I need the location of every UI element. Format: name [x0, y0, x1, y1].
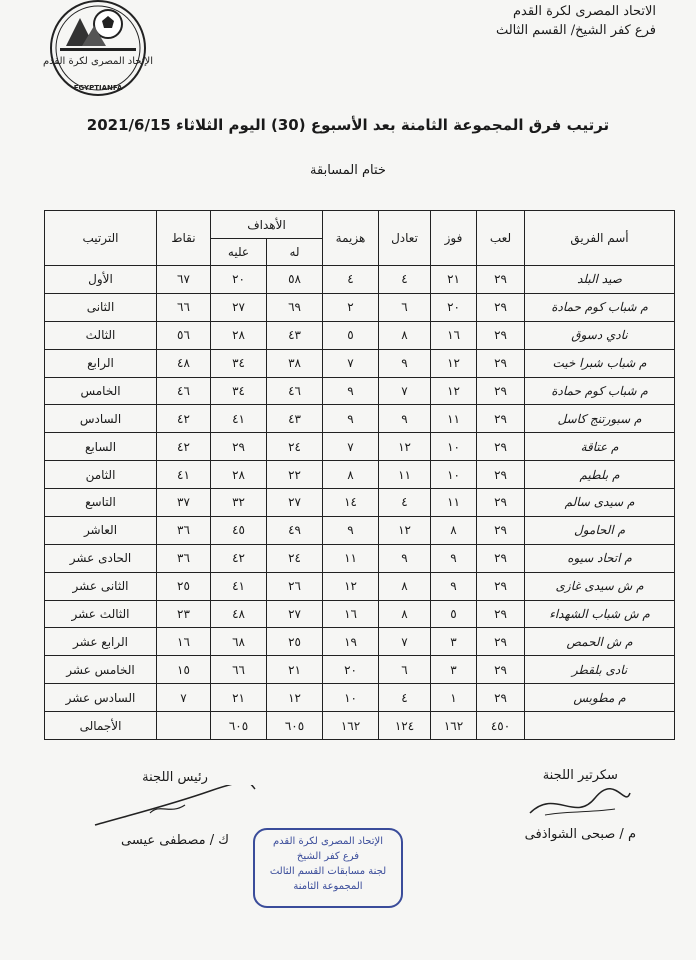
goals-against: ٢٨ [211, 461, 267, 489]
points: ٣٧ [157, 489, 211, 517]
rank: الثانى عشر [45, 572, 157, 600]
lost: ٤ [323, 266, 379, 294]
points: ٤٦ [157, 377, 211, 405]
lost: ١٠ [323, 684, 379, 712]
goals-for: ٢٦ [267, 572, 323, 600]
table-row [45, 349, 675, 377]
drawn: ١٢ [379, 516, 431, 544]
table-row [45, 377, 675, 405]
rank: الأول [45, 266, 157, 294]
goals-against: ٤٢ [211, 544, 267, 572]
col-drawn: تعادل [379, 211, 431, 266]
team-name: م الحامول [525, 516, 675, 544]
won: ٢١ [431, 266, 477, 294]
col-goals-for: له [267, 239, 323, 266]
total-lost: ١٦٢ [323, 712, 379, 740]
goals-against: ٢٨ [211, 321, 267, 349]
rank: العاشر [45, 516, 157, 544]
rank: الثامن [45, 461, 157, 489]
points: ٣٦ [157, 544, 211, 572]
secretary-title: سكرتير اللجنة [542, 768, 618, 783]
points: ٦٧ [157, 266, 211, 294]
table-row [45, 572, 675, 600]
team-name: م شباب شبرا خيت [525, 349, 675, 377]
goals-against: ٤١ [211, 405, 267, 433]
drawn: ١٢ [379, 433, 431, 461]
total-goals-against: ٦٠٥ [211, 712, 267, 740]
goals-against: ٢٩ [211, 433, 267, 461]
total-won: ١٦٢ [431, 712, 477, 740]
points: ٤٢ [157, 405, 211, 433]
lost: ٧ [323, 433, 379, 461]
goals-against: ٣٤ [211, 377, 267, 405]
team-name: م شباب كوم حمادة [525, 377, 675, 405]
logo-caption: EGYPTIANFA [73, 84, 123, 92]
drawn: ١١ [379, 461, 431, 489]
goals-against: ٤٨ [211, 600, 267, 628]
table-row [45, 656, 675, 684]
team-name: م بلطيم [525, 461, 675, 489]
lost: ١٦ [323, 600, 379, 628]
points: ٦٦ [157, 293, 211, 321]
lost: ١١ [323, 544, 379, 572]
won: ١٠ [431, 461, 477, 489]
secretary-name: م / صبحى الشواذفى [524, 827, 636, 842]
goals-for: ٢٤ [267, 544, 323, 572]
col-lost: هزيمة [323, 211, 379, 266]
table-row [45, 266, 675, 294]
official-stamp [253, 828, 403, 908]
team-name: م شباب كوم حمادة [525, 293, 675, 321]
table-row [45, 516, 675, 544]
drawn: ٦ [379, 656, 431, 684]
total-played: ٤٥٠ [477, 712, 525, 740]
chair-name: ك / مصطفى عيسى [121, 833, 229, 848]
secretary-signature-block [525, 768, 636, 842]
team-name: صيد البلد [525, 266, 675, 294]
rank: الخامس [45, 377, 157, 405]
played: ٢٩ [477, 405, 525, 433]
goals-for: ٢٤ [267, 433, 323, 461]
col-goals: الأهداف [211, 211, 323, 239]
goals-against: ٢١ [211, 684, 267, 712]
team-name: م مطوبس [525, 684, 675, 712]
table-row [45, 544, 675, 572]
rank: الثالث عشر [45, 600, 157, 628]
points: ٧ [157, 684, 211, 712]
played: ٢٩ [477, 516, 525, 544]
drawn: ٤ [379, 266, 431, 294]
table-row [45, 489, 675, 517]
table-row [45, 461, 675, 489]
goals-for: ٢٢ [267, 461, 323, 489]
table-row [45, 600, 675, 628]
page-subtitle: ختام المسابقة [310, 163, 386, 178]
lost: ٩ [323, 405, 379, 433]
col-goals-against: عليه [211, 239, 267, 266]
won: ٥ [431, 600, 477, 628]
won: ٢٠ [431, 293, 477, 321]
won: ١ [431, 684, 477, 712]
won: ١٢ [431, 349, 477, 377]
totals-row [45, 712, 675, 740]
letterhead [496, 2, 656, 40]
team-name: م سبورتنج كاسل [525, 405, 675, 433]
played: ٢٩ [477, 461, 525, 489]
table-row [45, 433, 675, 461]
goals-against: ٢٠ [211, 266, 267, 294]
col-rank: الترتيب [45, 211, 157, 266]
branch-name: فرع كفر الشيخ/ القسم الثالث [495, 23, 656, 38]
goals-for: ٤٣ [267, 405, 323, 433]
table-row [45, 628, 675, 656]
col-team: أسم الفريق [525, 211, 675, 266]
goals-against: ٣٤ [211, 349, 267, 377]
table-row [45, 293, 675, 321]
drawn: ٧ [379, 628, 431, 656]
points: ١٦ [157, 628, 211, 656]
lost: ١٩ [323, 628, 379, 656]
total-points-blank [157, 712, 211, 740]
rank: السابع [45, 433, 157, 461]
played: ٢٩ [477, 600, 525, 628]
goals-for: ١٢ [267, 684, 323, 712]
goals-against: ٦٨ [211, 628, 267, 656]
standings-table [44, 210, 675, 740]
chair-signature-block [90, 770, 260, 848]
federation-name: الاتحاد المصرى لكرة القدم [512, 4, 656, 19]
table-row [45, 405, 675, 433]
chair-signature [90, 785, 260, 829]
goals-against: ٤١ [211, 572, 267, 600]
played: ٢٩ [477, 433, 525, 461]
drawn: ٨ [379, 321, 431, 349]
drawn: ٤ [379, 684, 431, 712]
totals-label: الأجمالى [45, 712, 157, 740]
col-points: نقاط [157, 211, 211, 266]
drawn: ٨ [379, 572, 431, 600]
stamp-line-1: الإتحاد المصرى لكرة القدم [272, 836, 384, 847]
secretary-signature [525, 783, 635, 823]
lost: ٢ [323, 293, 379, 321]
rank: الثانى [45, 293, 157, 321]
logo-text: الإتحاد المصرى لكرة القدم [42, 56, 154, 67]
rank: السادس عشر [45, 684, 157, 712]
goals-for: ٥٨ [267, 266, 323, 294]
rank: الرابع عشر [45, 628, 157, 656]
rank: السادس [45, 405, 157, 433]
rank: الخامس عشر [45, 656, 157, 684]
points: ٣٦ [157, 516, 211, 544]
page-title: ترتيب فرق المجموعة الثامنة بعد الأسبوع (30) اليوم الثلاثاء 2021/6/15 [86, 116, 610, 134]
goals-for: ٢٥ [267, 628, 323, 656]
drawn: ٩ [379, 405, 431, 433]
drawn: ٦ [379, 293, 431, 321]
lost: ٨ [323, 461, 379, 489]
played: ٢٩ [477, 544, 525, 572]
won: ٩ [431, 544, 477, 572]
goals-against: ٦٦ [211, 656, 267, 684]
lost: ٢٠ [323, 656, 379, 684]
col-won: فوز [431, 211, 477, 266]
won: ١١ [431, 489, 477, 517]
egyptian-fa-logo [42, 0, 154, 100]
rank: الثالث [45, 321, 157, 349]
played: ٢٩ [477, 656, 525, 684]
drawn: ٩ [379, 544, 431, 572]
stamp-line-3: لجنة مسابقات القسم الثالث [269, 866, 387, 877]
team-name: م ش الحمص [525, 628, 675, 656]
points: ٢٣ [157, 600, 211, 628]
points: ٤٨ [157, 349, 211, 377]
won: ٩ [431, 572, 477, 600]
team-name: نادي دسوق [525, 321, 675, 349]
played: ٢٩ [477, 572, 525, 600]
goals-for: ٤٣ [267, 321, 323, 349]
standings-body [45, 266, 675, 740]
lost: ٩ [323, 377, 379, 405]
played: ٢٩ [477, 321, 525, 349]
team-name: م اتحاد سيوه [525, 544, 675, 572]
team-name: م ش سيدى غازى [525, 572, 675, 600]
team-name: م سيدى سالم [525, 489, 675, 517]
played: ٢٩ [477, 684, 525, 712]
goals-for: ٢١ [267, 656, 323, 684]
points: ٥٦ [157, 321, 211, 349]
points: ٤١ [157, 461, 211, 489]
won: ١٢ [431, 377, 477, 405]
goals-for: ٢٧ [267, 600, 323, 628]
chair-title: رئيس اللجنة [142, 770, 208, 785]
goals-for: ٤٦ [267, 377, 323, 405]
rank: الرابع [45, 349, 157, 377]
won: ١٠ [431, 433, 477, 461]
goals-against: ٤٥ [211, 516, 267, 544]
table-row [45, 321, 675, 349]
points: ٢٥ [157, 572, 211, 600]
played: ٢٩ [477, 293, 525, 321]
drawn: ٩ [379, 349, 431, 377]
drawn: ٧ [379, 377, 431, 405]
team-name: م ش شباب الشهداء [525, 600, 675, 628]
goals-against: ٣٢ [211, 489, 267, 517]
lost: ٥ [323, 321, 379, 349]
won: ٨ [431, 516, 477, 544]
won: ٣ [431, 656, 477, 684]
drawn: ٨ [379, 600, 431, 628]
drawn: ٤ [379, 489, 431, 517]
won: ١٦ [431, 321, 477, 349]
points: ١٥ [157, 656, 211, 684]
played: ٢٩ [477, 349, 525, 377]
goals-for: ٢٧ [267, 489, 323, 517]
stamp-line-2: فرع كفر الشيخ [296, 851, 360, 862]
table-row [45, 684, 675, 712]
goals-against: ٢٧ [211, 293, 267, 321]
played: ٢٩ [477, 628, 525, 656]
stamp-line-4: المجموعة الثامنة [293, 881, 363, 892]
played: ٢٩ [477, 489, 525, 517]
rank: التاسع [45, 489, 157, 517]
totals-team-blank [525, 712, 675, 740]
goals-for: ٦٩ [267, 293, 323, 321]
lost: ١٤ [323, 489, 379, 517]
played: ٢٩ [477, 266, 525, 294]
col-played: لعب [477, 211, 525, 266]
total-goals-for: ٦٠٥ [267, 712, 323, 740]
team-name: نادى بلقطر [525, 656, 675, 684]
team-name: م عتاقة [525, 433, 675, 461]
won: ١١ [431, 405, 477, 433]
lost: ١٢ [323, 572, 379, 600]
played: ٢٩ [477, 377, 525, 405]
total-drawn: ١٢٤ [379, 712, 431, 740]
rank: الحادى عشر [45, 544, 157, 572]
points: ٤٢ [157, 433, 211, 461]
lost: ٧ [323, 349, 379, 377]
lost: ٩ [323, 516, 379, 544]
goals-for: ٤٩ [267, 516, 323, 544]
goals-for: ٣٨ [267, 349, 323, 377]
won: ٣ [431, 628, 477, 656]
